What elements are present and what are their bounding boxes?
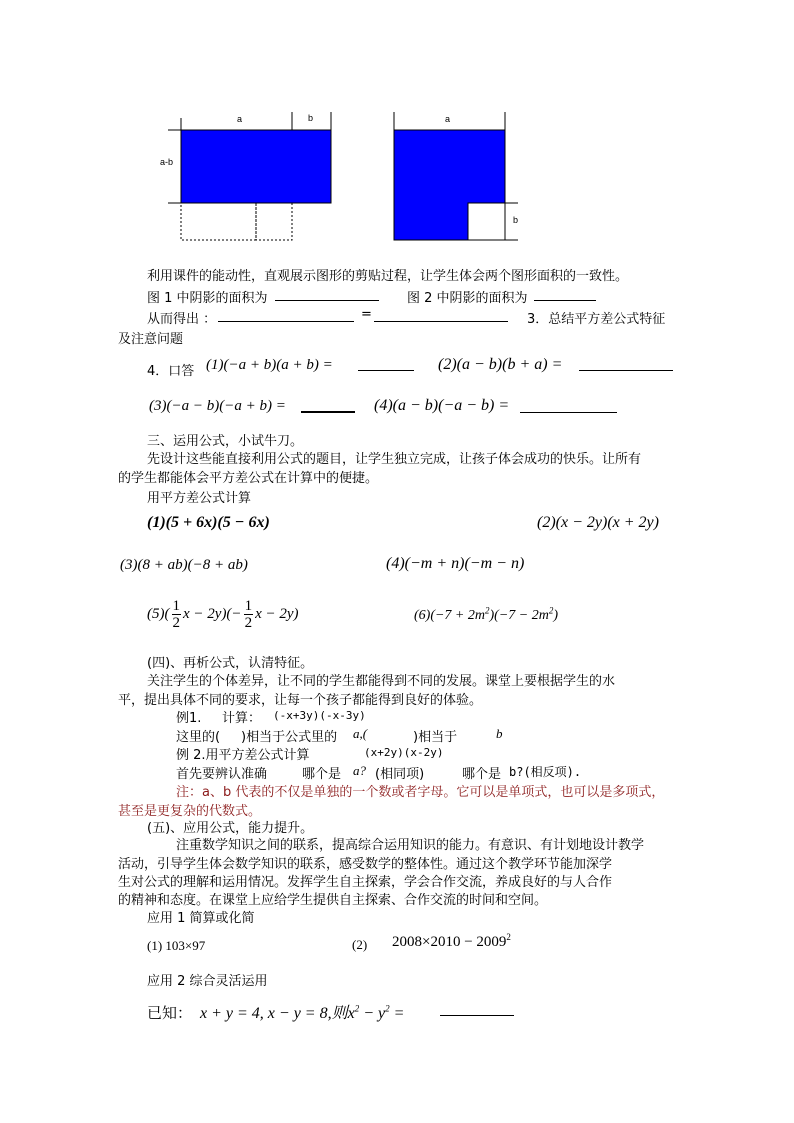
fraction-half xyxy=(172,598,182,631)
oral-q1-blank xyxy=(358,358,414,371)
oral-label: 4．口答 xyxy=(147,364,195,379)
fraction-half xyxy=(244,598,254,631)
square-diagrams xyxy=(0,0,794,260)
which-a-label: 哪个是 xyxy=(302,767,342,782)
known-expr-part: − y xyxy=(359,1005,386,1022)
section3-para-line: 先设计这些能直接利用公式的题目，让学生独立完成，让孩子体会成功的快乐。让所有 xyxy=(147,452,642,467)
derive-label: 从而得出 ： xyxy=(147,312,217,327)
known-expr-part: = xyxy=(389,1005,405,1022)
problem-1: (1)(5 + 6x)(5 − 6x) xyxy=(147,514,270,531)
application1-q2-label: (2) xyxy=(352,937,368,952)
fraction-denominator: 2 xyxy=(244,615,253,631)
problem-4: (4)(−m + n)(−m − n) xyxy=(386,555,525,572)
known-answer-blank xyxy=(440,1003,514,1016)
problem-5-part: x − 2y) xyxy=(255,606,299,622)
oral-q3: (3)(−a − b)(−a + b) = xyxy=(149,398,286,414)
section5-title: (五)、应用公式，能力提升。 xyxy=(147,821,314,836)
oral-q2: (2)(a − b)(b + a) = xyxy=(438,356,563,373)
derive-blank-right xyxy=(374,309,508,322)
identify-text: 首先要辨认准确 xyxy=(176,767,268,782)
problem-6-part: (6)(−7 + 2m xyxy=(414,608,485,623)
example2-expr: (x+2y)(x-2y) xyxy=(364,746,444,759)
fig1-area-label: 图 1 中阴影的面积为 xyxy=(147,291,268,306)
derive-equals: = xyxy=(361,307,372,322)
fraction-numerator: 1 xyxy=(172,598,180,614)
known-expr-part: x + y = 4, x − y = 8,则x xyxy=(200,1005,355,1022)
here-text: )相当于公式里的 xyxy=(241,730,338,745)
exponent: 2 xyxy=(548,605,554,616)
derive-blank-left xyxy=(218,309,354,322)
section4-para-line: 关注学生的个体差异，让不同的学生都能得到不同的发展。课堂上要根据学生的水 xyxy=(147,674,616,689)
calc-title: 用平方差公式计算 xyxy=(147,491,252,506)
figure-1 xyxy=(168,112,331,240)
problem-5-part: (5)( xyxy=(147,606,170,622)
application1-title: 应用 1 简算或化简 xyxy=(147,911,255,926)
fig1-label-b: b xyxy=(308,113,314,123)
fig2-label-a: a xyxy=(445,114,451,124)
application1-q2-expr: 2008×2010 − 2009 xyxy=(392,934,507,950)
section3-para-line: 的学生都能体会平方差公式在计算中的便捷。 xyxy=(118,471,379,486)
fig2-label-b: b xyxy=(513,215,519,225)
oral-q4: (4)(a − b)(−a − b) = xyxy=(374,397,510,414)
section5-para-line: 注重数学知识之间的联系，提高综合运用知识的能力。有意识、有计划地设计教学 xyxy=(176,838,645,853)
fig1-dotted-rect-left xyxy=(181,203,256,240)
section5-para-line: 活动，引导学生体会数学知识的联系，感受数学的整体性。通过这个教学环节能加深学 xyxy=(118,857,613,872)
which-a-value: a? xyxy=(353,763,366,778)
step3-text: 3．总结平方差公式特征 xyxy=(527,312,666,327)
oral-q2-blank xyxy=(579,358,673,371)
example1-label: 例1. xyxy=(176,711,202,726)
application1-q2 xyxy=(392,934,511,951)
here-text: )相当于 xyxy=(413,730,458,745)
known-expr xyxy=(200,1000,404,1023)
application2-title: 应用 2 综合灵活运用 xyxy=(147,974,268,989)
here-var-a: a,( xyxy=(353,726,368,741)
which-b-label: 哪个是 xyxy=(462,767,502,782)
oral-q3-blank xyxy=(301,399,355,413)
section4-title: (四)、再析公式，认清特征。 xyxy=(147,656,314,671)
oral-q4-blank xyxy=(520,400,617,413)
figure-2 xyxy=(394,112,518,240)
exponent: 2 xyxy=(506,932,511,942)
exponent: 2 xyxy=(385,1003,390,1014)
fraction-denominator: 2 xyxy=(172,615,180,631)
fig2-area-label: 图 2 中阴影的面积为 xyxy=(407,291,528,306)
note-line: 甚至是更复杂的代数式。 xyxy=(118,804,262,819)
fig1-shaded-rect xyxy=(181,130,331,203)
here-text: 这里的( xyxy=(176,730,221,745)
known-label: 已知： xyxy=(147,1004,193,1022)
problem-6-part: )(−7 − 2m xyxy=(489,608,549,623)
problem-6 xyxy=(414,605,559,624)
problem-6-part: ) xyxy=(553,608,559,623)
fig1-dotted-rect-right xyxy=(256,203,292,240)
here-var-b: b xyxy=(496,726,503,741)
problem-5-part: x − 2y)(− xyxy=(183,606,242,622)
oral-q1: (1)(−a + b)(a + b) = xyxy=(206,357,333,373)
problem-2: (2)(x − 2y)(x + 2y) xyxy=(537,514,659,531)
fig1-area-blank xyxy=(275,288,379,301)
fig1-label-a: a xyxy=(237,114,243,124)
example1-calc: 计算： xyxy=(222,711,262,726)
step3-text-cont: 及注意问题 xyxy=(118,332,184,347)
application1-q1: (1) 103×97 xyxy=(147,938,206,953)
section4-para-line: 平，提出具体不同的要求，让每一个孩子都能得到良好的体验。 xyxy=(118,693,483,708)
fraction-numerator: 1 xyxy=(244,598,253,614)
example1-expr: (-x+3y)(-x-3y) xyxy=(273,709,366,722)
note-line: 注：a、b 代表的不仅是单独的一个数或者字母。它可以是单项式，也可以是多项式， xyxy=(176,785,665,800)
section5-para-line: 生对公式的理解和运用情况。发挥学生自主探索，学会合作交流，养成良好的与人合作 xyxy=(118,875,613,890)
exponent: 2 xyxy=(354,1003,360,1014)
fig2-area-blank xyxy=(534,288,596,301)
problem-3: (3)(8 + ab)(−8 + ab) xyxy=(120,557,248,573)
which-b-value: b?(相反项). xyxy=(509,765,582,779)
exponent: 2 xyxy=(485,605,490,616)
fig2-white-square xyxy=(468,203,505,240)
example2-label: 例 2.用平方差公式计算 xyxy=(176,748,310,763)
section5-para-line: 的精神和态度。在课堂上应给学生提供自主探索、合作交流的时间和空间。 xyxy=(118,893,548,908)
problem-5 xyxy=(147,598,299,631)
same-term-note: (相同项) xyxy=(375,767,425,782)
section3-title: 三、运用公式，小试牛刀。 xyxy=(147,434,304,449)
intro-line: 利用课件的能动性，直观展示图形的剪贴过程，让学生体会两个图形面积的一致性。 xyxy=(147,269,629,284)
fig1-label-amb: a-b xyxy=(160,157,174,167)
